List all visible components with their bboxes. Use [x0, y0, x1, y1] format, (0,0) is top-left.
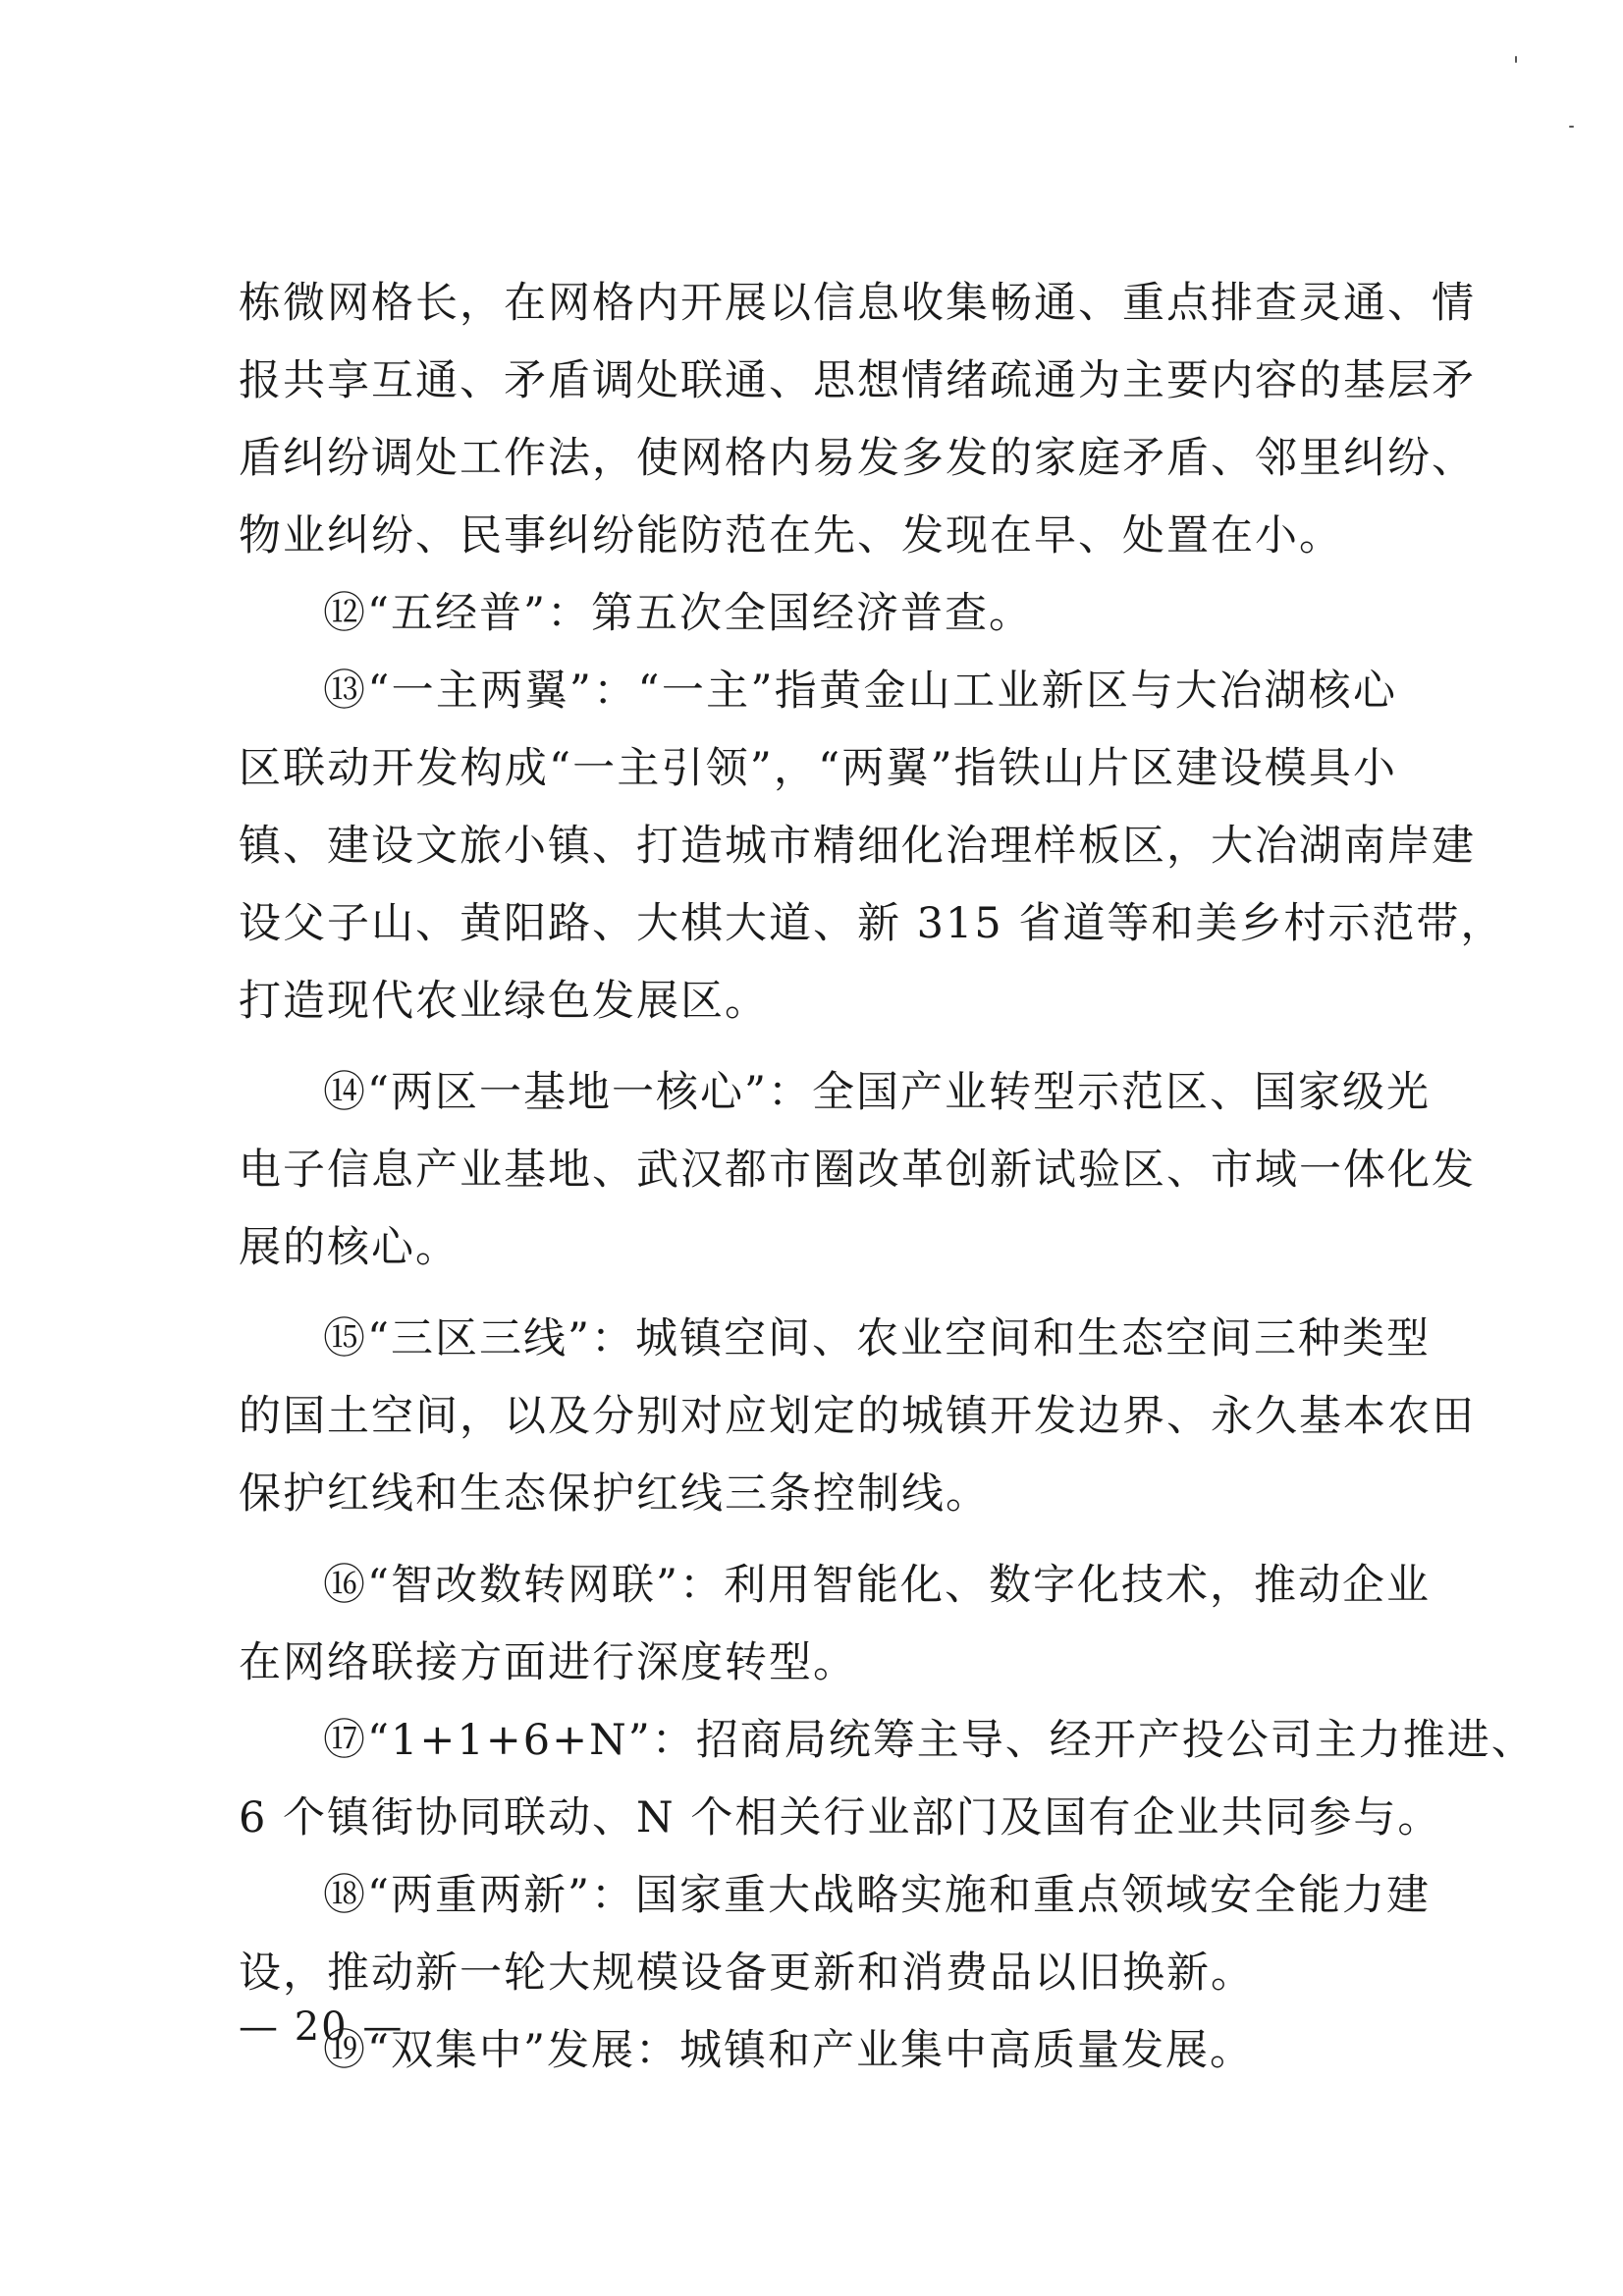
text-line: ⑱“两重两新”：国家重大战略实施和重点领域安全能力建 — [323, 1871, 1431, 1920]
text-line: ⑯“智改数转网联”：利用智能化、数字化技术，推动企业 — [323, 1561, 1431, 1610]
note-18 — [239, 1857, 1431, 2012]
scan-speck — [1569, 126, 1574, 128]
text-line: ⑲“双集中”发展：城镇和产业集中高质量发展。 — [323, 2026, 1254, 2075]
note-12 — [239, 575, 1397, 653]
text-line: ⑬“一主两翼”：“一主”指黄金山工业新区与大冶湖核心 — [323, 667, 1397, 716]
note-17 — [239, 1702, 1536, 1857]
text-line: 盾纠纷调处工作法，使网格内易发多发的家庭矛盾、邻里纠纷、 — [239, 434, 1476, 483]
text-line: 的国土空间，以及分别对应划定的城镇开发边界、永久基本农田 — [239, 1392, 1476, 1441]
note-19 — [239, 2012, 1397, 2090]
text-line: 6 个镇街协同联动、N 个相关行业部门及国有企业共同参与。 — [239, 1793, 1442, 1842]
text-line: 打造现代农业绿色发展区。 — [239, 977, 769, 1026]
text-line: 栋微网格长，在网格内开展以信息收集畅通、重点排查灵通、情 — [239, 279, 1476, 328]
text-line: 镇、建设文旅小镇、打造城市精细化治理样板区，大冶湖南岸建 — [239, 822, 1476, 871]
note-13 — [239, 653, 1505, 1041]
body-text — [239, 265, 1536, 2090]
text-line: 设，推动新一轮大规模设备更新和消费品以旧换新。 — [239, 1949, 1255, 1998]
text-line: ⑭“两区一基地一核心”：全国产业转型示范区、国家级光 — [323, 1068, 1431, 1117]
text-line: 设父子山、黄阳路、大棋大道、新 315 省道等和美乡村示范带， — [239, 899, 1505, 948]
note-15 — [239, 1301, 1476, 1533]
note-14 — [239, 1054, 1476, 1287]
text-line: 区联动开发构成“一主引领”，“两翼”指铁山片区建设模具小 — [239, 744, 1397, 793]
text-line: ⑫“五经普”：第五次全国经济普查。 — [323, 589, 1033, 638]
note-16 — [239, 1547, 1431, 1702]
text-line: 保护红线和生态保护红线三条控制线。 — [239, 1469, 990, 1519]
text-line: ⑰“1+1+6+N”：招商局统筹主导、经开产投公司主力推进、 — [323, 1716, 1536, 1765]
text-line: 展的核心。 — [239, 1223, 460, 1272]
paragraph-continuation — [239, 265, 1476, 575]
text-line: 物业纠纷、民事纠纷能防范在先、发现在早、处置在小。 — [239, 511, 1343, 561]
text-line: 报共享互通、矛盾调处联通、思想情绪疏通为主要内容的基层矛 — [239, 356, 1476, 405]
text-line: 在网络联接方面进行深度转型。 — [239, 1638, 857, 1687]
page-number: — 20 — — [239, 2004, 405, 2050]
scan-speck — [1515, 56, 1517, 63]
text-line: ⑮“三区三线”：城镇空间、农业空间和生态空间三种类型 — [323, 1314, 1431, 1363]
text-line: 电子信息产业基地、武汉都市圈改革创新试验区、市域一体化发 — [239, 1146, 1476, 1195]
